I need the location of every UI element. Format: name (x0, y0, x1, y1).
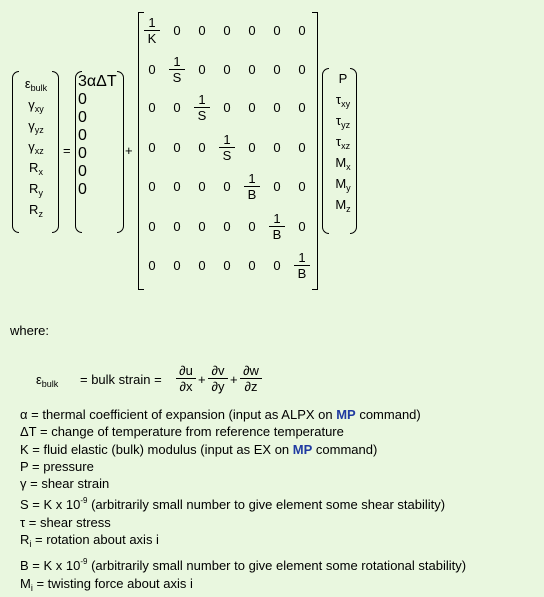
matrix-zero: 0 (273, 140, 281, 155)
matrix-zero: 0 (248, 100, 256, 115)
definitions-list (20, 406, 466, 597)
matrix-zero: 0 (223, 62, 231, 77)
frac-dv-dy: $\frac{\partial v}{\partial y}$ (208, 363, 228, 394)
bulk-lhs-sub: bulk (41, 379, 59, 389)
frac-dw-dz: $\frac{\partial w}{\partial z}$ (240, 363, 262, 394)
matrix-zero: 0 (173, 219, 181, 234)
matrix-zero: 0 (198, 23, 206, 38)
bulk-plus: + (198, 372, 206, 387)
def-b: B = K x $10^{-9}$ (arbitrarily small number to give element some rotational stability) (20, 557, 467, 574)
matrix-zero: 0 (273, 23, 281, 38)
matrix-zero: 0 (173, 23, 181, 38)
matrix-zero: 0 (223, 23, 231, 38)
matrix-zero: 0 (148, 100, 156, 115)
matrix-zero: 0 (298, 179, 306, 194)
thermal-right-brace (117, 71, 124, 233)
plus-sign: + (125, 143, 133, 158)
strain-gxy: $\gamma_{xy}$ (28, 97, 44, 114)
matrix-zero: 0 (148, 258, 156, 273)
stress-my: $M_y$ (335, 176, 351, 193)
stress-p: P (338, 71, 348, 86)
bulk-plus: + (230, 372, 238, 387)
where-label: where: (10, 323, 50, 338)
matrix-zero: 0 (248, 23, 256, 38)
matrix-zero: 0 (248, 219, 256, 234)
matrix-diagonal-fraction: $\frac{1}{B}$ (244, 171, 260, 202)
matrix-diagonal-fraction: $\frac{1}{S}$ (219, 132, 235, 163)
matrix-zero: 0 (273, 258, 281, 273)
matrix-zero: 0 (173, 179, 181, 194)
bulk-strain-definition (36, 360, 276, 400)
matrix-zero: 0 (298, 100, 306, 115)
stress-mz: $M_z$ (335, 197, 351, 214)
def-m: $M_i$ = twisting force about axis i (20, 575, 193, 593)
matrix-zero: 0 (148, 62, 156, 77)
matrix-diagonal-fraction: $\frac{1}{B}$ (294, 250, 310, 281)
strain-rz: $R_z$ (29, 202, 43, 219)
frac-du-dx: $\frac{\partial u}{\partial x}$ (176, 363, 196, 394)
matrix-diagonal-fraction: $\frac{1}{S}$ (194, 92, 210, 123)
matrix-zero: 0 (298, 23, 306, 38)
equals-sign: = (63, 143, 71, 158)
strain-ebulk: $\varepsilon_{bulk}$ (24, 76, 48, 93)
thermal-value: 0 (78, 181, 87, 198)
matrix-zero: 0 (248, 62, 256, 77)
matrix-zero: 0 (248, 140, 256, 155)
matrix-zero: 0 (298, 62, 306, 77)
matrix-zero: 0 (198, 140, 206, 155)
matrix-zero: 0 (198, 62, 206, 77)
thermal-value: 3αΔT (78, 73, 117, 90)
thermal-value: 0 (78, 163, 87, 180)
strain-gxz: $\gamma_{xz}$ (28, 139, 44, 156)
thermal-value: 0 (78, 109, 87, 126)
thermal-vector (78, 73, 120, 199)
matrix-zero: 0 (173, 140, 181, 155)
strain-rx: $R_x$ (29, 160, 43, 177)
matrix-zero: 0 (223, 179, 231, 194)
strain-vector (17, 73, 55, 220)
def-gamma: γ = shear strain (20, 476, 110, 492)
matrix-zero: 0 (223, 219, 231, 234)
def-delta-t: ΔT = change of temperature from reference temperature (20, 424, 344, 440)
matrix-zero: 0 (198, 179, 206, 194)
thermal-value: 0 (78, 145, 87, 162)
stress-txz: $\tau_{xz}$ (335, 134, 351, 151)
def-r: $R_i$ = rotation about axis i (20, 532, 159, 550)
matrix-zero: 0 (173, 100, 181, 115)
matrix-diagonal-fraction: $\frac{1}{B}$ (269, 211, 285, 242)
thermal-value: 0 (78, 127, 87, 144)
matrix-zero: 0 (148, 140, 156, 155)
matrix-diagonal-fraction: $\frac{1}{S}$ (169, 54, 185, 85)
matrix-zero: 0 (173, 258, 181, 273)
strain-ry: $R_y$ (29, 181, 43, 198)
strain-gyz: $\gamma_{yz}$ (28, 118, 44, 135)
bulk-lhs: ε (36, 372, 42, 387)
stress-tyz: $\tau_{yz}$ (335, 113, 351, 130)
stress-mx: $M_x$ (335, 155, 351, 172)
matrix-zero: 0 (198, 219, 206, 234)
matrix-zero: 0 (273, 100, 281, 115)
matrix-zero: 0 (248, 258, 256, 273)
def-alpha: α = thermal coefficient of expansion (input as ALPX on MP command) (20, 407, 421, 422)
def-k: K = fluid elastic (bulk) modulus (input as EX on MP command) (20, 441, 378, 457)
matrix-zero: 0 (198, 258, 206, 273)
def-tau: τ = shear stress (20, 514, 111, 530)
matrix-zero: 0 (148, 179, 156, 194)
matrix-zero: 0 (148, 219, 156, 234)
matrix-diagonal-fraction: $\frac{1}{K}$ (144, 15, 160, 46)
compliance-matrix (140, 12, 312, 288)
matrix-right-bracket (312, 12, 318, 290)
lhs-right-brace (52, 71, 59, 233)
matrix-zero: 0 (298, 140, 306, 155)
matrix-zero: 0 (298, 219, 306, 234)
def-p: P = pressure (20, 458, 94, 474)
matrix-zero: 0 (223, 258, 231, 273)
rhs-right-brace (350, 68, 357, 234)
thermal-value: 0 (78, 91, 87, 108)
matrix-zero: 0 (273, 179, 281, 194)
matrix-zero: 0 (273, 62, 281, 77)
matrix-zero: 0 (223, 100, 231, 115)
def-s: S = K x $10^{-9}$ (arbitrarily small number to give element some shear stability) (20, 496, 446, 513)
stress-txy: $\tau_{xy}$ (335, 92, 351, 109)
bulk-eq-text: = bulk strain = (80, 372, 162, 387)
